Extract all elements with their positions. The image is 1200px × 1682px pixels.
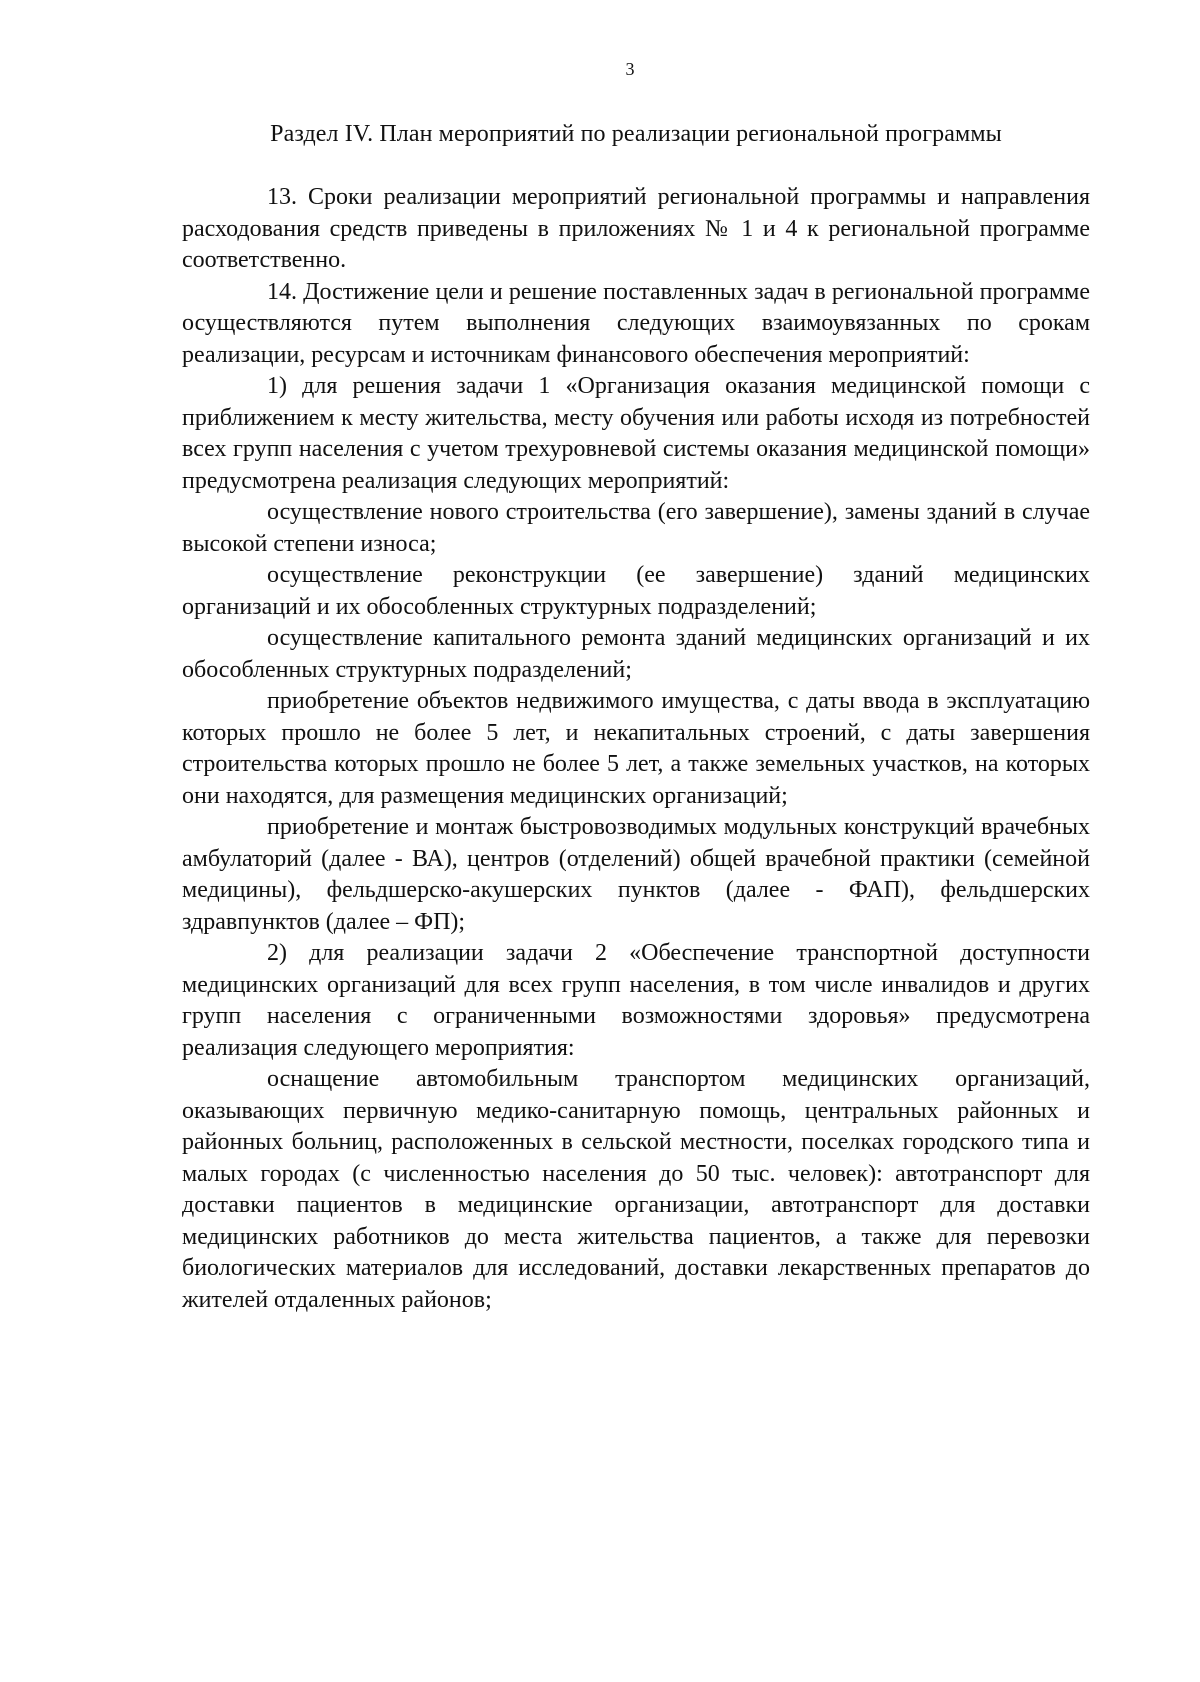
paragraph-vehicle-equipment: оснащение автомобильным транспортом медицинских организаций, оказывающих первичную медико-санитарную помощь, центральных районных и районных больниц, расположенных в сельской местности, поселках городского типа и малых городах (с численностью населения до 50 тыс. человек): автотранспорт для доставки пациентов в медицинские организации, автотранспорт для доставки медицинских работников до места жительства пациентов, а также для перевозки биологических материалов для исследований, доставки лекарственных препаратов до жителей отдаленных районов; (182, 1066, 1090, 1313)
paragraph-reconstruction: осуществление реконструкции (ее завершение) зданий медицинских организаций и их обособленных структурных подразделений; (182, 562, 1090, 620)
paragraph-item-14-goals: 14. Достижение цели и решение поставленных задач в региональной программе осуществляются путем выполнения следующих взаимоувязанных по срокам реализации, ресурсам и источникам финансового обеспечения мероприятий: (182, 278, 1090, 368)
page-number: 3 (625, 59, 635, 79)
paragraph-new-construction: осуществление нового строительства (его завершение), замены зданий в случае высокой степени износа; (182, 499, 1090, 557)
paragraph-task-2: 2) для реализации задачи 2 «Обеспечение транспортной доступности медицинских организаций для всех групп населения, в том числе инвалидов и других групп населения с ограниченными возможностями здоровья» предусмотрена реализация следующего мероприятия: (182, 940, 1090, 1061)
paragraph-real-estate-acquisition: приобретение объектов недвижимого имущества, с даты ввода в эксплуатацию которых прошло не более 5 лет, и некапитальных строений, с даты завершения строительства которых прошло не более 5 лет, а также земельных участков, на которых они находятся, для размещения медицинских организаций; (182, 688, 1090, 809)
paragraph-item-13-terms: 13. Сроки реализации мероприятий региональной программы и направления расходования средств приведены в приложениях № 1 и 4 к региональной программе соответственно. (182, 184, 1090, 273)
paragraph-modular-constructions: приобретение и монтаж быстровозводимых модульных конструкций врачебных амбулаторий (далее - ВА), центров (отделений) общей врачебной практики (семейной медицины), фельдшерско-акушерских пунктов (далее - ФАП), фельдшерских здравпунктов (далее – ФП); (182, 814, 1090, 935)
section-title: Раздел IV. План мероприятий по реализации региональной программы (270, 121, 1002, 147)
paragraph-task-1: 1) для решения задачи 1 «Организация оказания медицинской помощи с приближением к месту жительства, месту обучения или работы исходя из потребностей всех групп населения с учетом трехуровневой системы оказания медицинской помощи» предусмотрена реализация следующих мероприятий: (182, 373, 1090, 494)
body-text (182, 182, 1090, 1316)
paragraph-capital-repair: осуществление капитального ремонта зданий медицинских организаций и их обособленных структурных подразделений; (182, 625, 1090, 683)
